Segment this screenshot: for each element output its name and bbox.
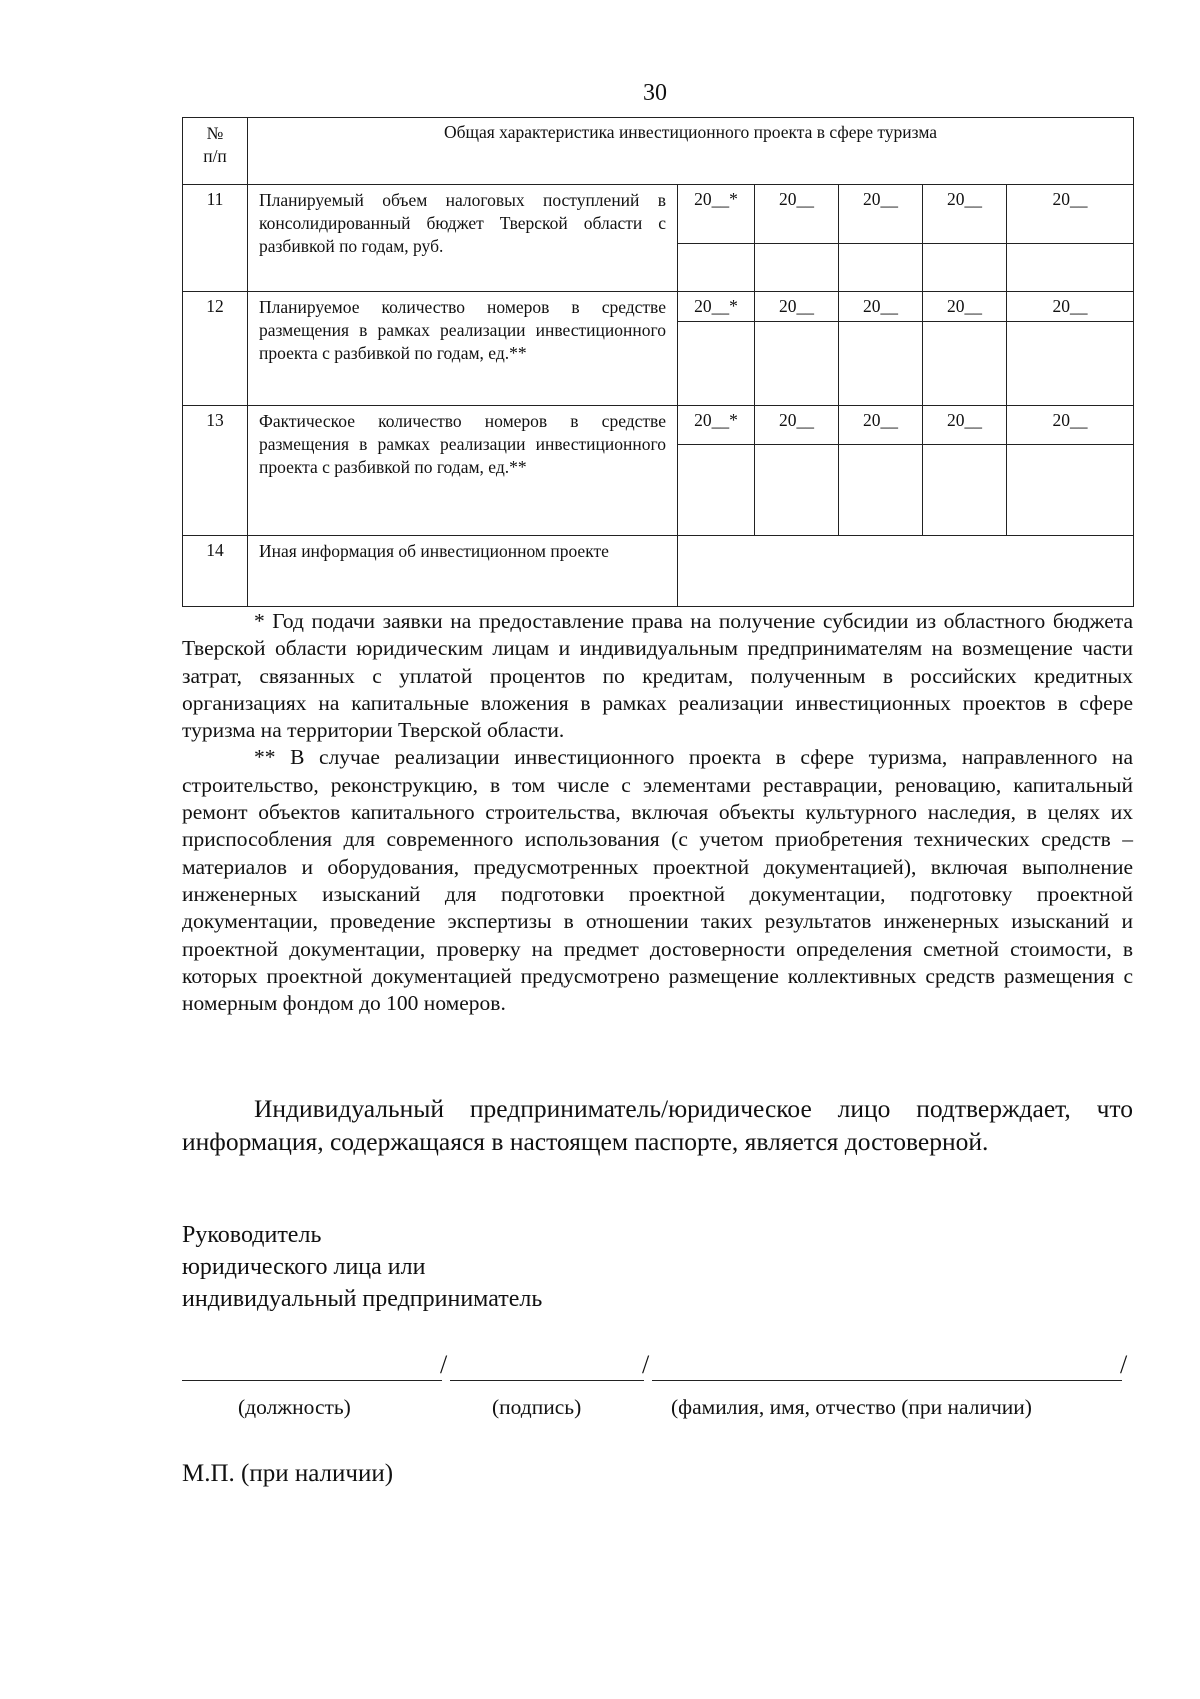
value-cell[interactable] — [678, 445, 755, 536]
value-cell[interactable] — [923, 445, 1007, 536]
year-cell: 20__ — [755, 292, 839, 322]
year-cell: 20__ — [839, 185, 923, 244]
value-cell[interactable] — [923, 244, 1007, 292]
slash: / — [440, 1350, 448, 1379]
value-cell[interactable] — [678, 536, 1134, 607]
footnote-two-star: ** В случае реализации инвестиционного проекта в сфере туризма, направленного на строительство, реконструкцию, в том числе с элементами реставрации, реновацию, капитальный ремонт объектов капитального строительства, включая объекты культурного наследия, в целях их приспособления для современного использования (с учетом приобретения технических средств – материалов и оборудования, предусмотренных проектной документацией), включая выполнение инженерных изысканий для подготовки проектной документации, подготовку проектной документации, проведение экспертизы в отношении таких результатов инженерных изысканий и проектной документации, проверку на предмет достоверности определения сметной стоимости, в которых проектной документацией предусмотрено размещение коллективных средств размещения с номерным фондом до 100 номеров. — [182, 745, 1133, 1016]
signature-caption: (подпись) — [492, 1395, 582, 1419]
year-cell: 20__ — [923, 406, 1007, 445]
header-num: № п/п — [183, 118, 248, 185]
value-cell[interactable] — [678, 322, 755, 406]
year-cell: 20__ — [1007, 406, 1134, 445]
year-cell: 20__* — [678, 185, 755, 244]
project-table — [182, 117, 1134, 607]
value-cell[interactable] — [755, 445, 839, 536]
name-line[interactable] — [652, 1356, 1122, 1381]
row-num: 13 — [183, 406, 248, 536]
value-cell[interactable] — [1007, 244, 1134, 292]
value-cell[interactable] — [839, 445, 923, 536]
row-text: Планируемое количество номеров в средстве размещения в рамках реализации инвестиционного проекта с разбивкой по годам, ед.** — [248, 292, 678, 406]
header-title: Общая характеристика инвестиционного проекта в сфере туризма — [248, 118, 1134, 185]
page-number: 30 — [643, 80, 667, 106]
signer-line: Руководитель — [182, 1222, 322, 1248]
signer-line: юридического лица или — [182, 1254, 426, 1280]
slash: / — [1120, 1350, 1128, 1379]
name-caption: (фамилия, имя, отчество (при наличии) — [671, 1395, 1032, 1419]
table-row — [183, 406, 1134, 445]
position-caption: (должность) — [238, 1395, 351, 1419]
table-row — [183, 292, 1134, 322]
row-text: Фактическое количество номеров в средстве размещения в рамках реализации инвестиционного проекта с разбивкой по годам, ед.** — [248, 406, 678, 536]
year-cell: 20__ — [923, 185, 1007, 244]
footnotes — [182, 608, 1133, 1017]
value-cell[interactable] — [755, 244, 839, 292]
confirmation-text: Индивидуальный предприниматель/юридическое лицо подтверждает, что информация, содержащаяся в настоящем паспорте, является достоверной. — [182, 1094, 1133, 1156]
year-cell: 20__ — [839, 292, 923, 322]
table-header-row — [183, 118, 1134, 185]
year-cell: 20__ — [923, 292, 1007, 322]
value-cell[interactable] — [1007, 322, 1134, 406]
signer-block — [182, 1219, 542, 1315]
position-line[interactable] — [182, 1356, 442, 1381]
value-cell[interactable] — [839, 322, 923, 406]
value-cell[interactable] — [755, 322, 839, 406]
signature-line[interactable] — [450, 1356, 644, 1381]
value-cell[interactable] — [839, 244, 923, 292]
row-text: Иная информация об инвестиционном проекте — [248, 536, 678, 607]
signer-line: индивидуальный предприниматель — [182, 1286, 543, 1312]
value-cell[interactable] — [923, 322, 1007, 406]
year-cell: 20__* — [678, 292, 755, 322]
row-num: 12 — [183, 292, 248, 406]
year-cell: 20__ — [1007, 292, 1134, 322]
stamp-placeholder: М.П. (при наличии) — [182, 1460, 394, 1487]
year-cell: 20__ — [755, 185, 839, 244]
row-text: Планируемый объем налоговых поступлений в консолидированный бюджет Тверской области с разбивкой по годам, руб. — [248, 185, 678, 292]
table-row — [183, 185, 1134, 244]
confirmation-statement — [182, 1092, 1133, 1158]
row-num: 14 — [183, 536, 248, 607]
year-cell: 20__ — [1007, 185, 1134, 244]
year-cell: 20__ — [755, 406, 839, 445]
row-num: 11 — [183, 185, 248, 292]
year-cell: 20__* — [678, 406, 755, 445]
slash: / — [642, 1350, 650, 1379]
year-cell: 20__ — [839, 406, 923, 445]
value-cell[interactable] — [678, 244, 755, 292]
table-row — [183, 536, 1134, 607]
footnote-one-star: * Год подачи заявки на предоставление права на получение субсидии из областного бюджета Тверской области юридическим лицам и индивидуальным предпринимателям на возмещение части затрат, связанных с уплатой процентов по кредитам, полученным в российских кредитных организациях на капитальные вложения в рамках реализации инвестиционных проектов в сфере туризма на территории Тверской области. — [182, 609, 1133, 743]
value-cell[interactable] — [1007, 445, 1134, 536]
